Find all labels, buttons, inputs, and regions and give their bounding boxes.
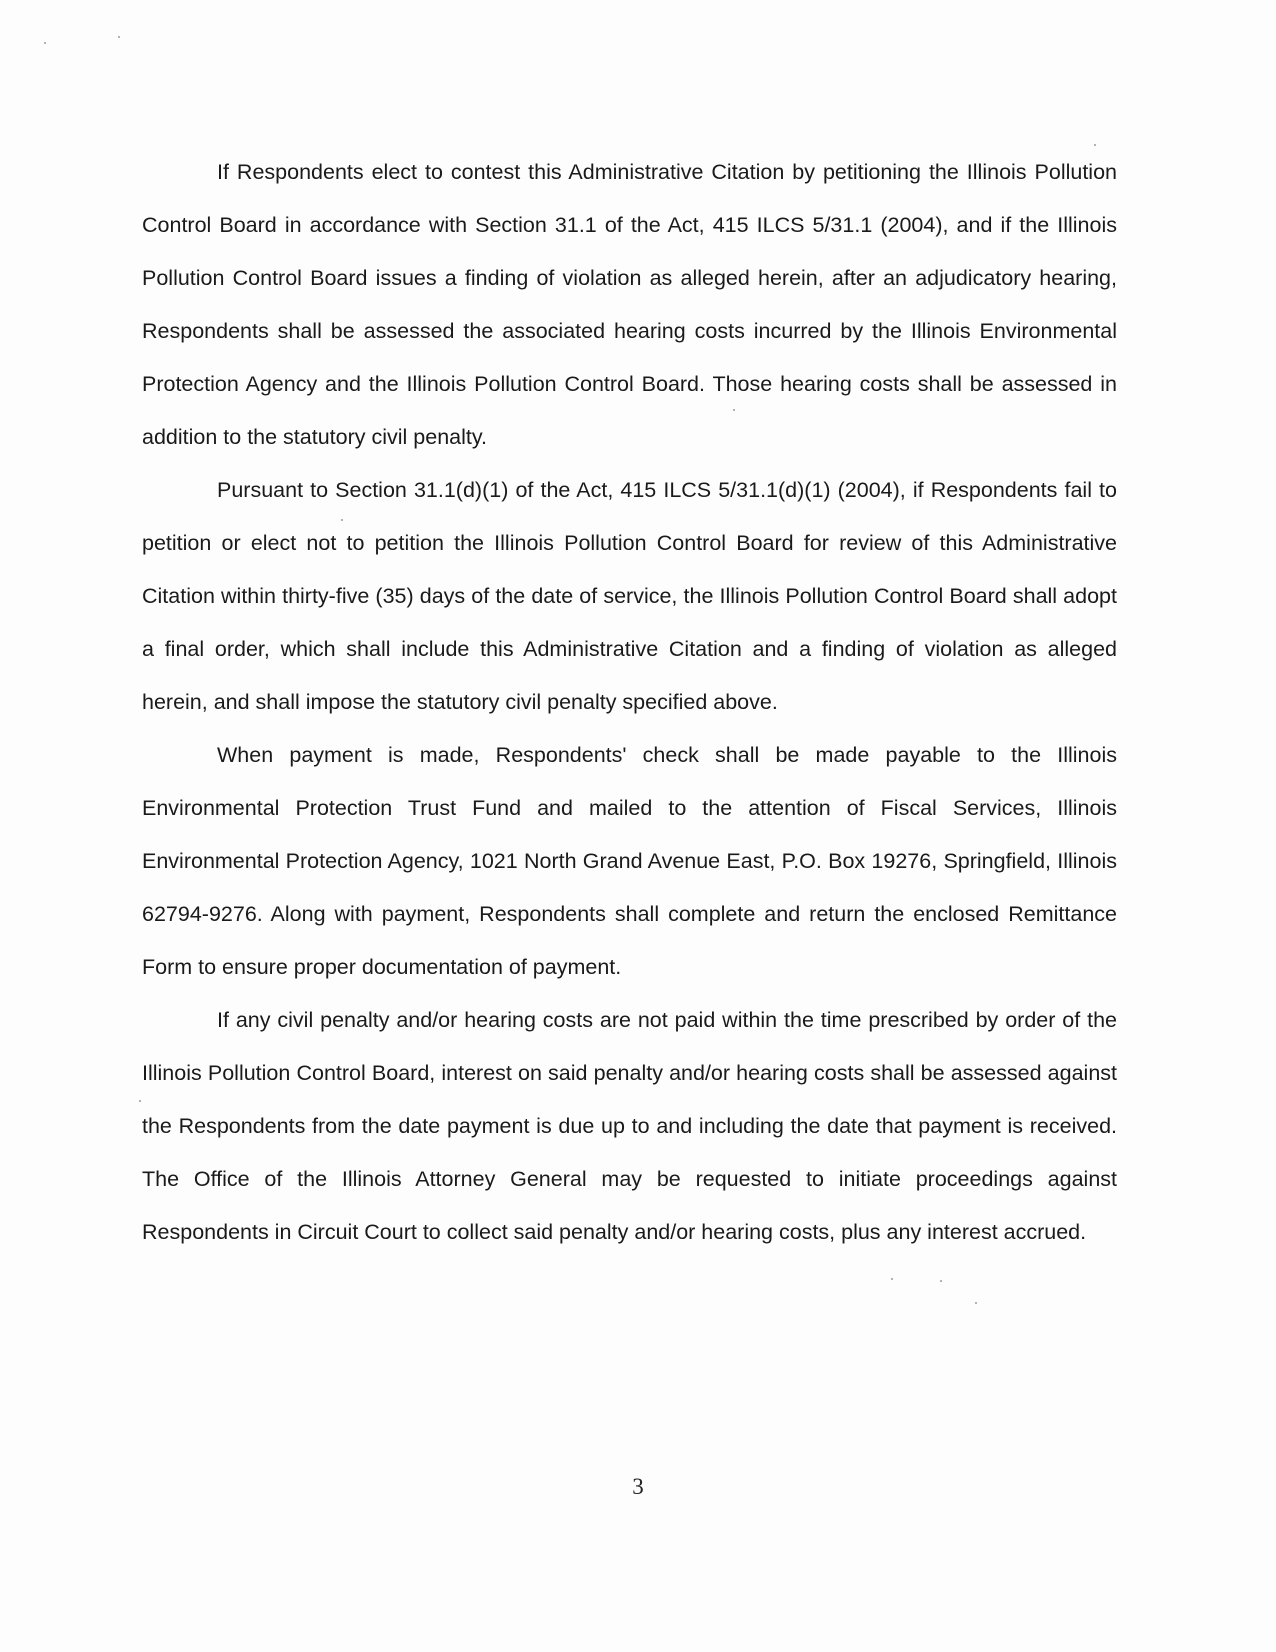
paragraph-hearing-costs: If Respondents elect to contest this Administrative Citation by petitioning the Illinois Pollution Control Board in accordance with Section 31.1 of the Act, 415 ILCS 5/31.1 (2004), and if the Illinois Pollution Control Board issues a finding of violation as alleged herein, after an adjudicatory hearing, Respondents shall be assessed the associated hearing costs incurred by the Illinois Environmental Protection Agency and the Illinois Pollution Control Board. Those hearing costs shall be assessed in addition to the statutory civil penalty. [142, 160, 1117, 449]
document-body [142, 146, 1117, 1259]
scan-speck [1094, 144, 1096, 146]
paragraph-final-order: Pursuant to Section 31.1(d)(1) of the Act, 415 ILCS 5/31.1(d)(1) (2004), if Respondents fail to petition or elect not to petition the Illinois Pollution Control Board for review of this Administrative Citation within thirty-five (35) days of the date of service, the Illinois Pollution Control Board shall adopt a final order, which shall include this Administrative Citation and a finding of violation as alleged herein, and shall impose the statutory civil penalty specified above. [142, 478, 1117, 714]
paragraph-interest: If any civil penalty and/or hearing costs are not paid within the time prescribed by order of the Illinois Pollution Control Board, interest on said penalty and/or hearing costs shall be assessed against the Respondents from the date payment is due up to and including the date that payment is received. The Office of the Illinois Attorney General may be requested to initiate proceedings against Respondents in Circuit Court to collect said penalty and/or hearing costs, plus any interest accrued. [142, 1008, 1117, 1244]
page-number: 3 [632, 1474, 644, 1499]
paragraph-payment-instructions: When payment is made, Respondents' check shall be made payable to the Illinois Environmental Protection Trust Fund and mailed to the attention of Fiscal Services, Illinois Environmental Protection Agency, 1021 North Grand Avenue East, P.O. Box 19276, Springfield, Illinois 62794-9276. Along with payment, Respondents shall complete and return the enclosed Remittance Form to ensure proper documentation of payment. [142, 743, 1117, 979]
scan-speck [118, 36, 120, 38]
scan-speck [341, 519, 343, 521]
scan-speck [891, 1278, 893, 1280]
scan-speck [139, 1100, 141, 1102]
scan-speck [975, 1302, 977, 1304]
scan-speck [733, 409, 735, 411]
scan-speck [940, 1280, 942, 1282]
scan-speck [44, 42, 46, 44]
